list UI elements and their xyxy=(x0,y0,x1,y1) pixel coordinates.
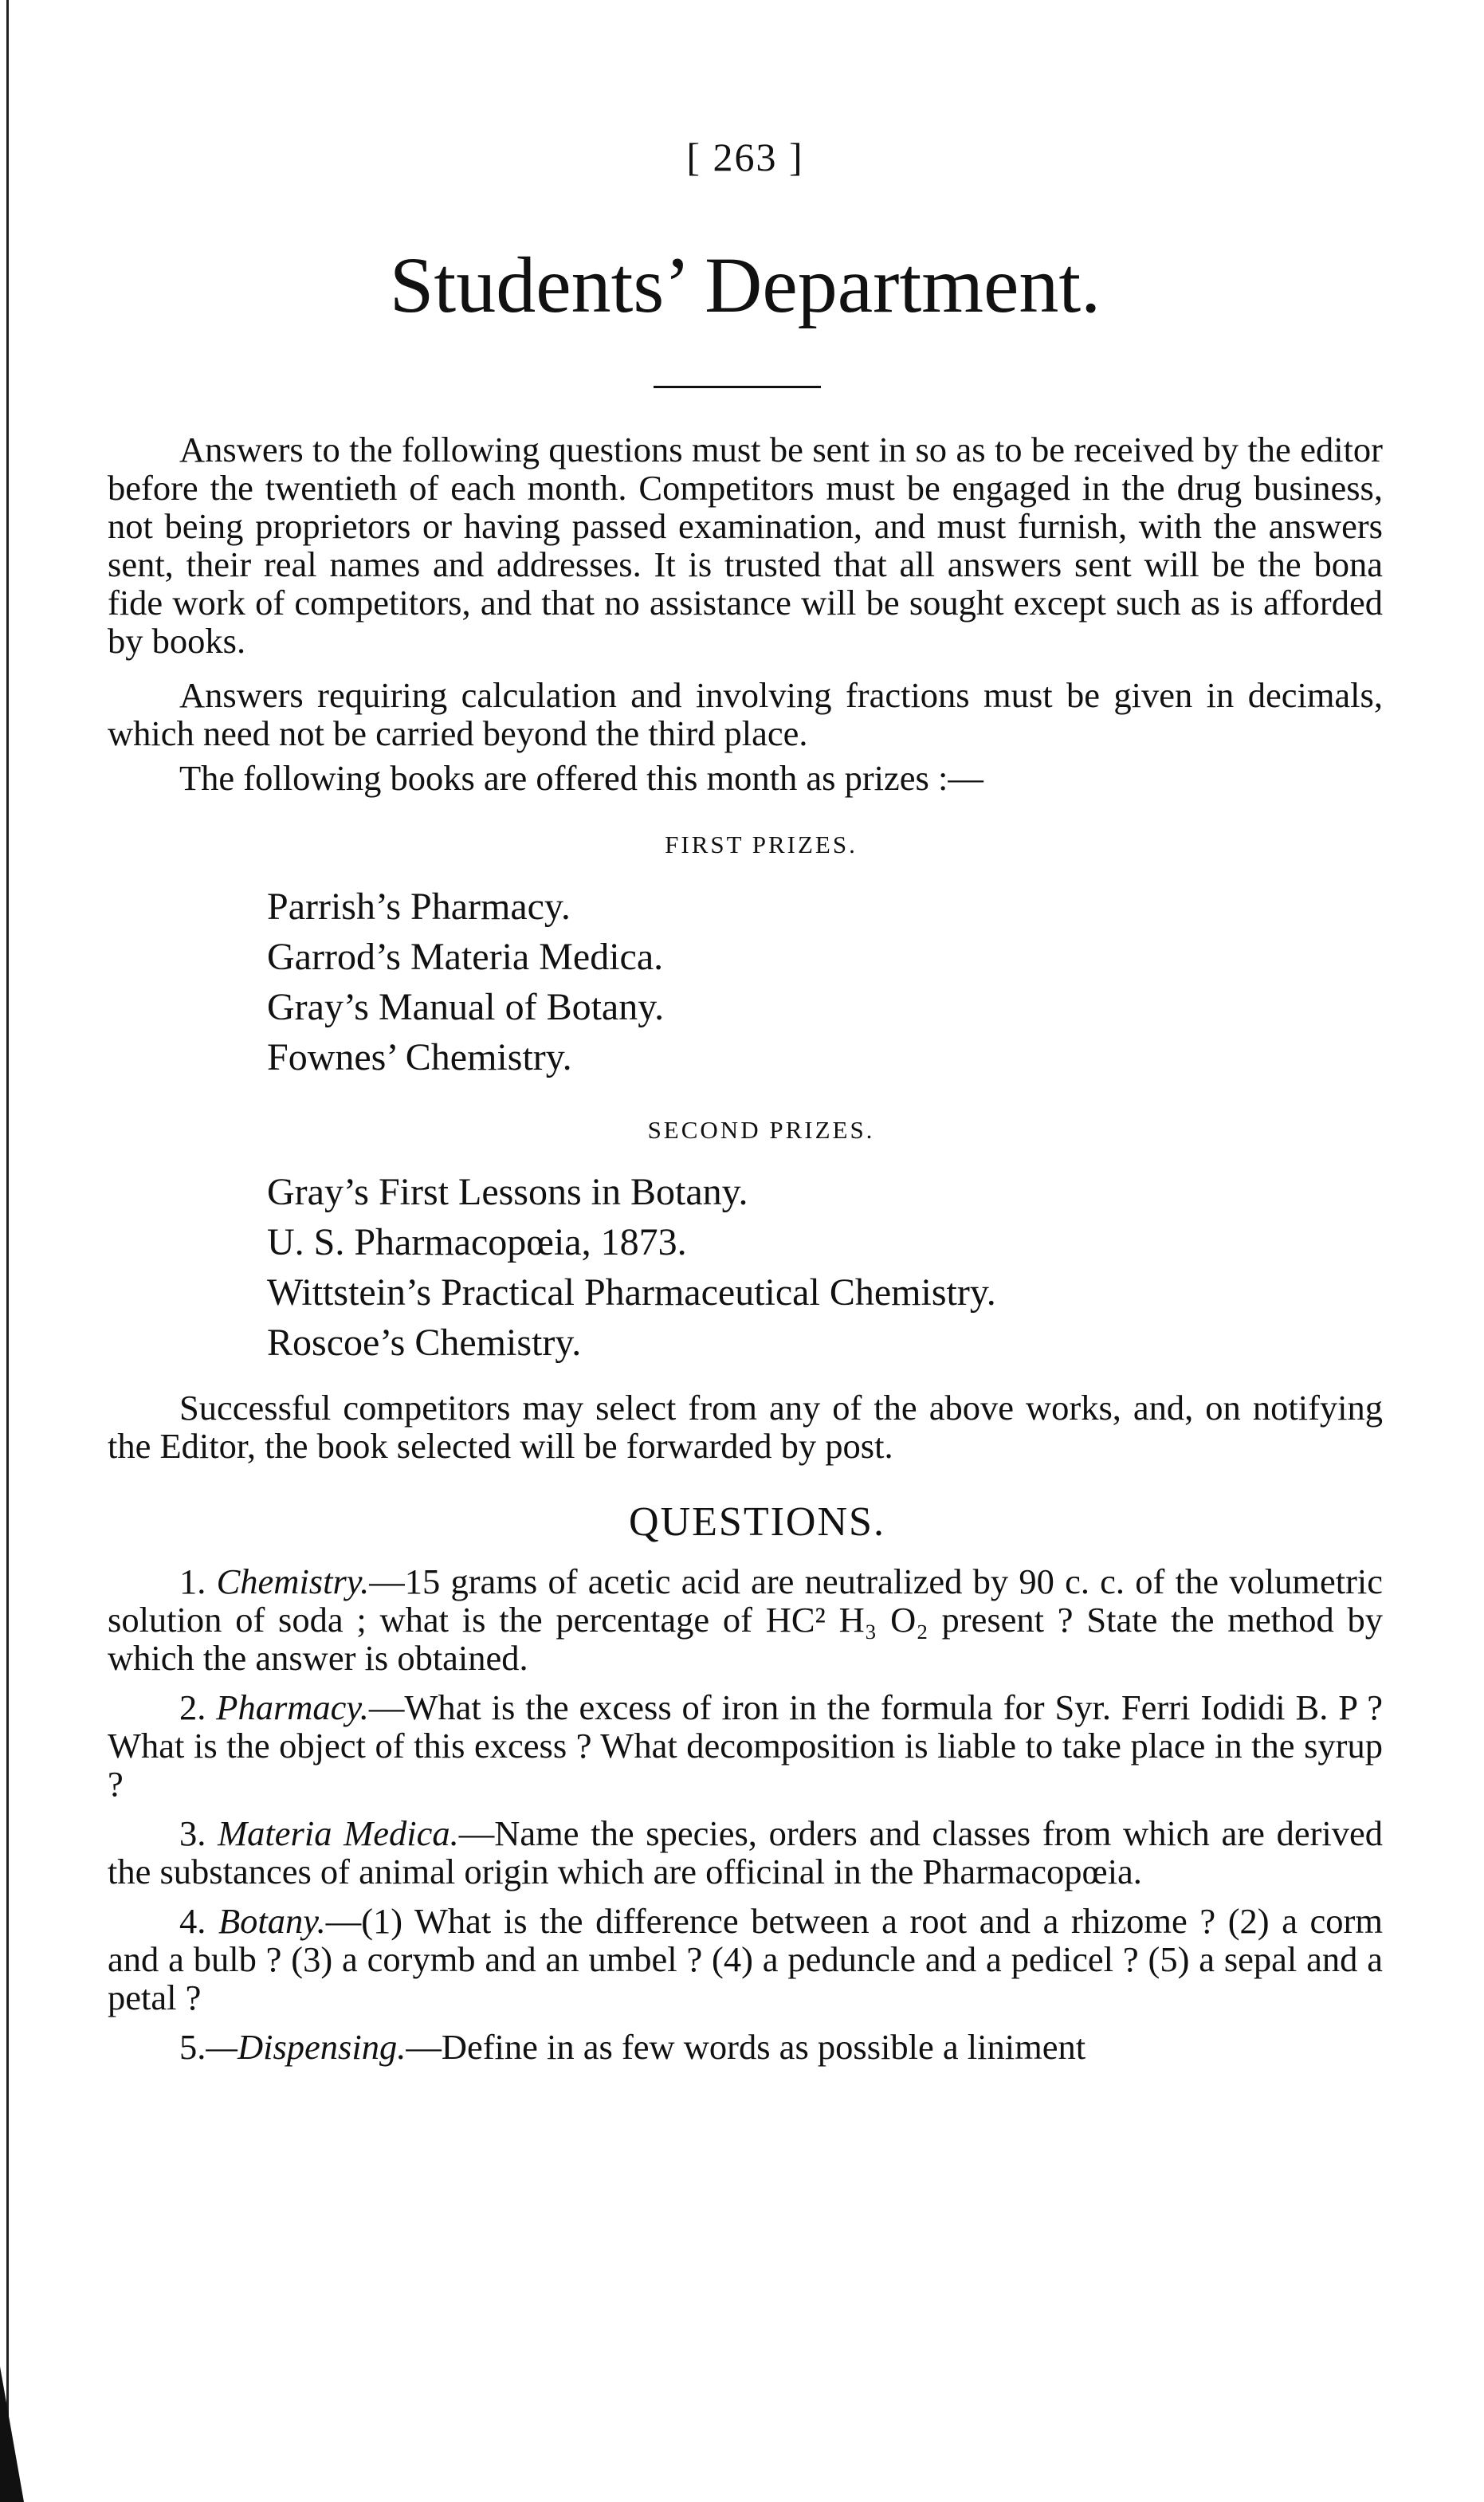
questions-list xyxy=(108,1562,1383,2066)
intro-paragraph: Answers to the following questions must be sent in so as to be received by the editor before the twentieth of each month. Competitors must be engaged in the drug business, not being proprietors or having passed examination, and must furnish, with the answers sent, their real names and addresses. It is trusted that all answers sent will be the bona fide work of competitors, and that no assistance will be sought except such as is afforded by books. xyxy=(108,430,1383,661)
question-subject: Chemistry. xyxy=(216,1561,370,1601)
question-number: 2. xyxy=(179,1687,206,1727)
question-item xyxy=(108,2028,1383,2066)
prize-item: Wittstein’s Practical Pharmaceutical Chemistry. xyxy=(267,1271,996,1314)
question-number: 4. xyxy=(179,1901,206,1941)
prize-item: Roscoe’s Chemistry. xyxy=(267,1322,582,1364)
question-number: 5. xyxy=(179,2027,206,2067)
binding-edge-line xyxy=(6,0,9,2502)
binding-edge-mark xyxy=(0,2366,24,2502)
question-text: —Define in as few words as possible a liniment xyxy=(406,2027,1086,2067)
first-prizes-list xyxy=(108,882,1383,1082)
second-prizes-list xyxy=(108,1167,1383,1368)
prize-item: Fownes’ Chemistry. xyxy=(267,1036,572,1078)
question-item xyxy=(108,1562,1383,1677)
question-text: —Name the species, orders and classes from which are derived the substances of animal origin which are officinal in the Pharmacopœia. xyxy=(108,1813,1383,1891)
question-item xyxy=(108,1902,1383,2017)
question-number: 1. xyxy=(179,1561,206,1601)
title-rule xyxy=(654,386,821,388)
prize-item: Gray’s First Lessons in Botany. xyxy=(267,1171,748,1213)
notice-paragraph: Successful competitors may select from any of the above works, and, on notifying the Editor, the book selected will be forwarded by post. xyxy=(108,1388,1383,1466)
intro-paragraph: Answers requiring calculation and involving fractions must be given in decimals, which need not be carried beyond the third place. xyxy=(108,675,1383,753)
question-subject: Materia Medica. xyxy=(218,1813,459,1853)
first-prizes-heading: FIRST PRIZES. xyxy=(665,831,858,858)
question-subject: Pharmacy. xyxy=(216,1687,369,1727)
question-text: —What is the excess of iron in the formula for Syr. Ferri Iodidi B. P ? What is the object of this excess ? What decomposition is liable to take place in the syrup ? xyxy=(108,1687,1383,1804)
page-number: [ 263 ] xyxy=(686,135,804,179)
intro-paragraph: The following books are offered this month as prizes :— xyxy=(179,758,983,798)
questions-heading: QUESTIONS. xyxy=(629,1499,885,1545)
question-item xyxy=(108,1814,1383,1891)
question-item xyxy=(108,1688,1383,1803)
prize-item: U. S. Pharmacopœia, 1873. xyxy=(267,1221,687,1263)
prize-item: Garrod’s Materia Medica. xyxy=(267,936,664,978)
question-subject: —Dispensing. xyxy=(206,2027,406,2067)
question-text: —(1) What is the difference between a root and a rhizome ? (2) a corm and a bulb ? (3) a corymb and an umbel ? (4) a peduncle and a pedicel ? (5) a sepal and a petal ? xyxy=(108,1901,1383,2017)
question-number: 3. xyxy=(179,1813,206,1853)
question-subject: Botany. xyxy=(218,1901,326,1941)
prize-item: Gray’s Manual of Botany. xyxy=(267,986,665,1028)
article-body xyxy=(108,430,1383,2077)
prize-item: Parrish’s Pharmacy. xyxy=(267,886,571,928)
page-title: Students’ Department. xyxy=(389,241,1101,329)
question-text: —15 grams of acetic acid are neutralized by 90 c. c. of the volumetric solution of soda ; what is the percentage of HC² H₃ O₂ present ? State the method by which the answer is obtained. xyxy=(108,1561,1383,1678)
second-prizes-heading: SECOND PRIZES. xyxy=(647,1116,875,1144)
